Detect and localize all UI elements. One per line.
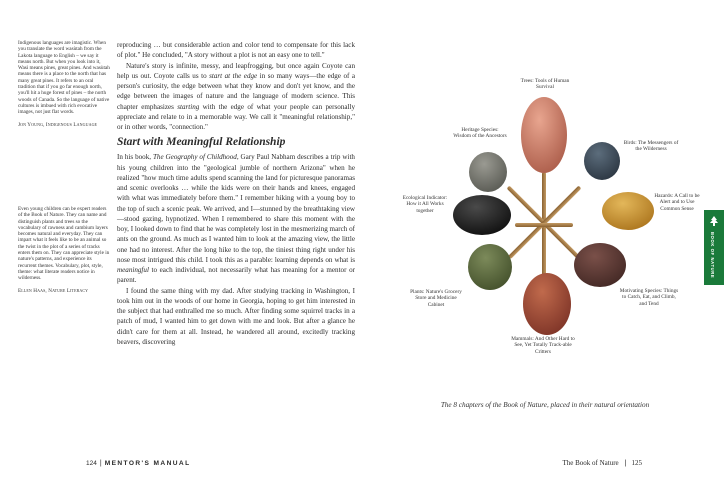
paragraph: I found the same thing with my dad. After studying tracking in Washington, I took him out in the woods of our home in Georgia, hoping to get him interested in the subject that had enthralled me so much. After finding some squirrel tracks in a patch of mud, I wanted him to get down with me and look. But after a glance he didn't care for them at all. Instead, he wandered all around, excitedly tracking beavers, discovering xyxy=(117,286,355,346)
footer-right xyxy=(562,459,642,467)
stone-ecological xyxy=(451,193,513,237)
tree-icon xyxy=(708,215,720,227)
label-mammals: Mammals: And Other Hard to See, Yet Totally Track-able Critters xyxy=(511,336,575,355)
section-tab xyxy=(704,210,724,285)
label-trees: Trees: Tools of Human Survival xyxy=(520,78,570,91)
paragraph: reproducing … but considerable action and color tend to compensate for this lack of plot." He concluded, "A story without a plot is not an easy one to tell." xyxy=(117,41,355,60)
label-plants: Plants: Nature's Grocery Store and Medicine Cabinet xyxy=(410,289,462,308)
label-heritage: Heritage Species: Wisdom of the Ancestors xyxy=(453,127,507,140)
page-number: 125 xyxy=(631,459,642,467)
running-title: MENTOR'S MANUAL xyxy=(104,460,191,467)
paragraph: In his book, The Geography of Childhood, Gary Paul Nabham describes a trip with his young children into the "geological jumble of northern Arizona" when he realized "how much time adults spend scanning the land for picturesque panoramas and scenic overlooks … while the kids were on their hands and knees, engaged with what was immediately before them." I remember hiking with a young boy to the top of such a scenic peak. We arrived, and I—stunned by the breathtaking view—stood gazing, hypnotized. When I remembered to share this moment with the boy, I looked down to find that he was completely lost in the mesmerizing march of ants on the ground. As much as I wanted him to look at the amazing view, the little one had no interest. After the long hike to the top, the tiniest thing right under his nose most intrigued this child. I took this as a parable: learning depends on what is meaningful to each individual, not necessarily what has meaning for a mentor or parent. xyxy=(117,153,355,285)
label-birds: Birds: The Messengers of the Wilderness xyxy=(623,140,679,153)
sidebar-quote-2 xyxy=(18,206,110,294)
main-text-column xyxy=(117,40,355,347)
label-motivating: Motivating Species: Things to Catch, Eat, and Climb, and Tend xyxy=(619,288,679,307)
quote-text: Indigenous languages are imagistic. When you translate the word wasùtah from the Lakota language to English – we say it means north. But when you look into it, Wasì means pines, great pines. And wasùtah means there is a place to the north that has many great pines. It refers to an oral tradition that if you go far enough north, you'll hit a huge forest of pines – the north woods of Canada. So the language of native cultures is imbued with rich evocative images, not just flat words. xyxy=(18,40,110,116)
page-number: 124 xyxy=(86,460,97,467)
footer-separator: | xyxy=(99,460,102,467)
section-heading: Start with Meaningful Relationship xyxy=(117,136,286,149)
stone-trees xyxy=(519,95,569,175)
stone-birds xyxy=(582,140,622,182)
quote-text: Even young children can be expert readers of the Book of Nature. They can name and distinguish plants and trees so the vocabulary of rawness and cambium layers becomes natural and everyday. They can impart what it feels like to be an animal so the twist in the plot of a series of tracks enters them on. They can appreciate style in nature's patterns, and experience its recurrent themes. Vocabulary, plot, style, theme: what literate readers notice in wilderness. xyxy=(18,206,110,282)
running-title: The Book of Nature xyxy=(562,459,619,467)
label-ecological: Ecological Indicator: How it All Works together xyxy=(402,195,448,214)
stone-motivating xyxy=(572,241,628,289)
stone-heritage xyxy=(467,150,509,194)
paragraph: Nature's story is infinite, messy, and leapfrogging, but once again Coyote can help us out. Coyote calls us to start at the edge in so many ways—the edge of a person's curiosity, the edge between what they know and don't yet know, and the edge between the images of nature and the language of modern science. This chapter emphasizes starting with the edge of what your people can personally appreciate and relate to in a memorable way. We call it "meaningful relationship," or in other words, "connection." xyxy=(117,61,355,131)
stick-horizontal xyxy=(515,223,573,227)
sidebar-quote-1 xyxy=(18,40,110,128)
figure-caption: The 8 chapters of the Book of Nature, placed in their natural orientation xyxy=(440,401,650,409)
footer-left xyxy=(86,459,191,467)
label-hazards: Hazards: A Call to be Alert and to Use Common Sense xyxy=(654,193,700,212)
tab-label: BOOK OF NATURE xyxy=(710,232,715,279)
stone-hazards xyxy=(600,190,656,232)
stone-plants xyxy=(466,242,514,292)
quote-attribution: Jon Young, Indigenous Language xyxy=(18,121,98,128)
stone-mammals xyxy=(521,271,573,337)
quote-attribution: Ellen Haas, Nature Literacy xyxy=(18,287,89,294)
footer-separator: | xyxy=(624,460,627,467)
